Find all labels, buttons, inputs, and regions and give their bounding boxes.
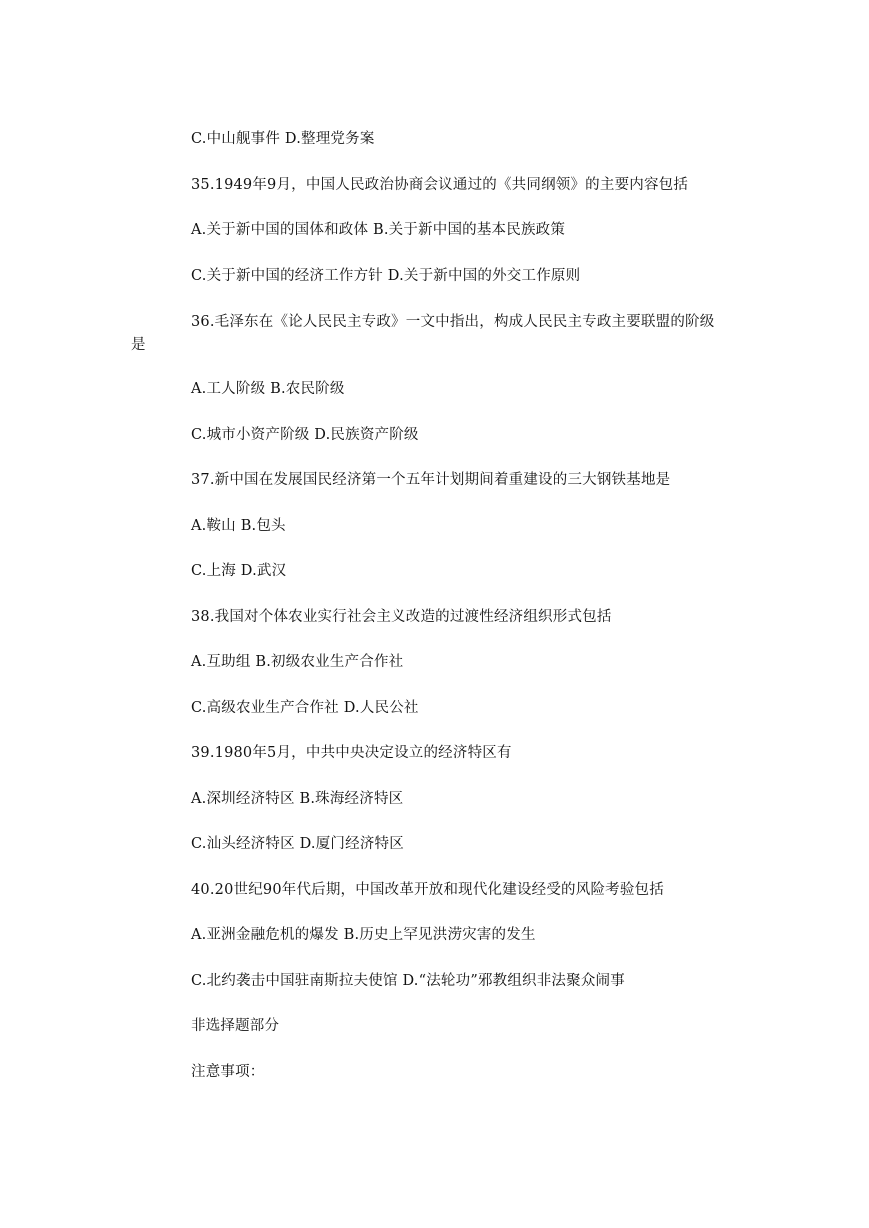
notes-heading: 注意事项： bbox=[191, 1064, 265, 1080]
option-line-39-cd: C.汕头经济特区 D.厦门经济特区 bbox=[191, 836, 404, 852]
option-line-34-cd: C.中山舰事件 D.整理党务案 bbox=[191, 131, 375, 147]
question-37: 37.新中国在发展国民经济第一个五年计划期间着重建设的三大钢铁基地是 bbox=[191, 472, 671, 488]
question-36: 36.毛泽东在《论人民民主专政》一文中指出，构成人民民主专政主要联盟的阶级 bbox=[191, 314, 715, 330]
option-line-38-cd: C.高级农业生产合作社 D.人民公社 bbox=[191, 700, 419, 716]
option-line-38-ab: A.互助组 B.初级农业生产合作社 bbox=[191, 654, 404, 670]
option-line-40-ab: A.亚洲金融危机的爆发 B.历史上罕见洪涝灾害的发生 bbox=[191, 927, 536, 943]
option-line-35-ab: A.关于新中国的国体和政体 B.关于新中国的基本民族政策 bbox=[191, 222, 566, 238]
option-line-36-ab: A.工人阶级 B.农民阶级 bbox=[191, 381, 345, 397]
option-line-40-cd: C.北约袭击中国驻南斯拉夫使馆 D.“法轮功”邪教组织非法聚众闹事 bbox=[191, 973, 625, 989]
question-39: 39.1980年5月，中共中央决定设立的经济特区有 bbox=[191, 745, 512, 761]
question-35: 35.1949年9月，中国人民政治协商会议通过的《共同纲领》的主要内容包括 bbox=[191, 177, 689, 193]
option-line-39-ab: A.深圳经济特区 B.珠海经济特区 bbox=[191, 791, 404, 807]
option-line-37-cd: C.上海 D.武汉 bbox=[191, 563, 287, 579]
option-line-36-cd: C.城市小资产阶级 D.民族资产阶级 bbox=[191, 427, 419, 443]
option-line-35-cd: C.关于新中国的经济工作方针 D.关于新中国的外交工作原则 bbox=[191, 268, 581, 284]
question-40: 40.20世纪90年代后期，中国改革开放和现代化建设经受的风险考验包括 bbox=[191, 882, 664, 898]
question-36-continuation: 是 bbox=[131, 337, 146, 353]
option-line-37-ab: A.鞍山 B.包头 bbox=[191, 518, 286, 534]
question-38: 38.我国对个体农业实行社会主义改造的过渡性经济组织形式包括 bbox=[191, 609, 612, 625]
section-heading: 非选择题部分 bbox=[191, 1018, 280, 1034]
